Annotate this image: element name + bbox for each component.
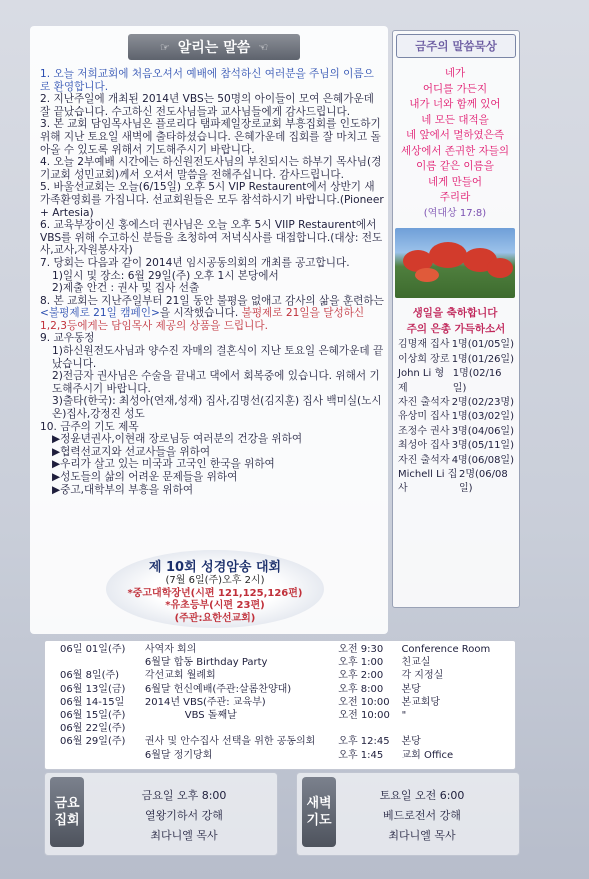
announcement-6: 6. 교육부장이신 홍에스더 권사님은 오늘 오후 5시 VIIP Restaurent에서 VBS를 위해 수고하신 분들을 초청하여 저녁식사를 대접합니다.(대상: 전도사,교사,자원봉사자) — [40, 219, 383, 257]
announcement-10: 10. 금주의 기도 제목 — [40, 420, 139, 433]
schedule-event: 권사 및 안수집사 선택을 위한 공동의회 — [144, 736, 316, 748]
birthday-name: 이상희 장로 — [398, 353, 450, 365]
birthday-row — [396, 367, 516, 396]
schedule-row — [60, 749, 510, 762]
schedule-event: 6월달 정기당회 — [144, 749, 213, 761]
birthday-name: 자진 출석자 — [398, 454, 450, 466]
schedule-place: 본당 — [401, 736, 421, 748]
dawn-time: 토요일 오전 6:00 — [379, 789, 465, 802]
announcement-8 — [40, 295, 384, 333]
schedule-place: Conference Room — [401, 644, 491, 655]
announcement-3: 3. 본 교회 담임목사님은 플로리다 탬파제일장로교회 부흥집회를 인도하기 위해 지난 토요일 새벽에 출타하셨습니다. 은혜가운데 집회를 잘 마치고 돌아올 수 있도록 위해서 기도해주시기 바랍니다. — [40, 118, 381, 156]
prayer-item: ▶협력선교지와 선교사들을 위하여 — [52, 445, 211, 458]
birthday-info: 3명(05/11일) — [451, 440, 514, 452]
friday-topic: 열왕기하서 강해 — [145, 809, 223, 822]
announcement-8-text: 8. 본 교회는 지난주일부터 21일 동안 불평을 없애고 감사의 삶을 훈련하는 — [40, 294, 384, 307]
prayer-item: ▶우리가 살고 있는 미국과 고국인 한국을 위하여 — [52, 458, 275, 471]
verse-line: 이름 같은 이름을 — [416, 160, 494, 172]
schedule-place: " — [401, 710, 407, 722]
verse-line: 네 앞에서 멸하였은즉 — [406, 129, 504, 141]
schedule-event: 6월달 헌신예배(주관:살롬찬양대) — [144, 683, 292, 695]
schedule-date: 06월 8일(주) — [60, 670, 120, 682]
schedule-event: 사역자 회의 — [144, 644, 197, 655]
birthday-name: 자진 출석자 — [398, 397, 450, 409]
verse-title: 금주의 말씀묵상 — [396, 34, 516, 58]
schedule-table — [60, 643, 510, 762]
birthday-info: 2명(06/08일) — [458, 469, 508, 495]
schedule-time: 오전 9:30 — [338, 644, 384, 655]
schedule-place: 각 지정실 — [401, 670, 444, 682]
schedule-time: 오후 1:00 — [338, 657, 384, 669]
prayer-item: ▶성도들의 삶의 어려운 문제들을 위하여 — [52, 471, 238, 483]
announcement-1: 1. 오늘 저희교회에 처음오셔서 예배에 참석하신 여러분을 주님의 이름으로 환영합니다. — [40, 68, 374, 93]
birthday-name: 조정수 권사 — [398, 425, 450, 437]
prayer-item: ▶정윤년권사,이현래 장로님등 여러분의 건강을 위하여 — [52, 433, 303, 446]
birthday-info: 1명(02/16일) — [452, 368, 502, 394]
announcement-2: 2. 지난주일에 개최된 2014년 VBS는 50명의 아이들이 모여 은혜가운데 잘 끝났습니다. 수고하신 전도사님들과 교사님들에게 감사드립니다. — [40, 93, 374, 118]
schedule-event: 6월달 합동 Birthday Party — [144, 657, 268, 669]
friday-label-line: 금요 — [54, 796, 80, 811]
birthday-name: 유상미 집사 — [398, 411, 450, 423]
schedule-time: 오전 10:00 — [338, 710, 390, 722]
verse-line: 네가 — [444, 67, 466, 79]
schedule-row — [60, 696, 510, 709]
friday-label-line: 집회 — [54, 813, 80, 828]
birthday-info: 1명(03/02일) — [451, 411, 514, 423]
schedule-place: 본당 — [401, 683, 421, 695]
schedule-date: 06월 13일(금) — [60, 683, 126, 695]
schedule-date: 06월 14-15일 — [60, 696, 125, 708]
birthday-list — [396, 322, 516, 497]
verse-line: 네게 만들어 — [427, 175, 483, 188]
schedule-row — [60, 656, 510, 669]
schedule-date: 06월 22일(주) — [60, 723, 126, 735]
schedule-row — [60, 709, 510, 722]
contest-host: (주관:요한선교회) — [174, 612, 256, 624]
verse-line: 네 모든 대적을 — [421, 113, 489, 126]
schedule-row — [60, 735, 510, 748]
bible-contest-banner — [106, 550, 324, 628]
schedule-place: 교회 Office — [401, 749, 454, 761]
flower-photo — [395, 228, 515, 298]
schedule-event: 각선교회 월례회 — [144, 670, 216, 682]
announcement-4: 4. 오늘 2부예배 시간에는 하신원전도사님의 부친되시는 하부기 목사님(경기교회 성민교회)께서 오셔서 말씀을 전해주십니다. 감사드립니다. — [40, 156, 382, 181]
birthday-info: 1명(01/26일) — [451, 353, 514, 365]
birthday-row — [396, 396, 516, 410]
friday-speaker: 최다니엘 목사 — [150, 829, 218, 842]
announcement-5: 5. 바울선교회는 오늘(6/15일) 오후 5시 VIP Restaurent에서 상반기 새가족환영회를 가집니다. 선교회원들은 모두 참석하시기 바랍니다.(Pioneer + Artesia) — [40, 181, 384, 219]
verse-line: 어디를 가든지 — [422, 82, 488, 95]
birthday-row — [396, 468, 516, 497]
birthday-name: Michell Li 집사 — [398, 469, 458, 495]
announcement-9-sub-3: 3)출타(한국): 최성아(연재,성재) 집사,김명선(김지훈) 집사 백미실(노시온)집사,강정진 성도 — [52, 395, 382, 421]
dawn-label-line: 기도 — [306, 813, 332, 828]
birthday-title-line1: 생일을 축하합니다 — [412, 307, 498, 319]
weekly-verse — [396, 66, 514, 221]
contest-children-text: *유초등부(시편 23편) — [165, 600, 265, 611]
announcements-header — [128, 34, 300, 60]
schedule-time: 오전 10:00 — [338, 696, 390, 708]
schedule-date: 06월 29일(주) — [60, 736, 126, 748]
birthday-row — [396, 439, 516, 453]
birthday-row — [396, 425, 516, 439]
pointing-hand-icon: ☞ — [159, 40, 170, 54]
schedule-date — [60, 749, 145, 762]
verse-line: 내가 너와 함께 있어 — [409, 98, 501, 110]
birthday-row — [396, 454, 516, 468]
schedule-place: 본교회당 — [401, 696, 441, 708]
birthday-subtitle: 주의 은총 가득하소서 — [406, 323, 506, 335]
friday-meeting-info — [84, 786, 284, 846]
schedule-row — [60, 669, 510, 682]
schedule-event — [145, 722, 338, 735]
schedule-time: 오후 1:45 — [338, 749, 384, 761]
announcement-9-sub-2: 2)전금자 권사님은 수술을 끝내고 댁에서 회복중에 있습니다. 위해서 기도해주시기 바랍니다. — [52, 370, 380, 395]
schedule-row — [60, 722, 510, 735]
schedule-date: 06월 15일(주) — [60, 710, 126, 722]
schedule-row — [60, 643, 510, 656]
birthday-name: John Li 형제 — [398, 368, 445, 394]
birthday-row — [396, 353, 516, 367]
announcement-8-prize: 불평제로 21일을 달성하신 1,2,3등에게는 담임목사 제공의 상품을 드립니다. — [40, 307, 365, 332]
dawn-speaker: 최다니엘 목사 — [388, 829, 456, 842]
flower-bloom — [415, 268, 439, 282]
contest-adult-text: *중고대학장년(시편 121,125,126편) — [127, 587, 303, 599]
schedule-time: 오후 8:00 — [338, 683, 384, 695]
verse-line: 주리라 — [439, 191, 471, 203]
birthday-title — [396, 306, 514, 320]
schedule-time — [338, 722, 401, 735]
birthday-info: 1명(01/05일) — [451, 339, 514, 351]
dawn-prayer-info — [322, 786, 522, 846]
birthday-name: 김명재 집사 — [398, 339, 450, 351]
schedule-place: 친교실 — [401, 657, 431, 669]
announcements-list — [40, 68, 384, 496]
schedule-date — [60, 656, 145, 669]
birthday-name: 최성아 집사 — [398, 440, 450, 452]
schedule-time: 오후 12:45 — [338, 736, 390, 748]
contest-title: 제 10회 성경암송 대회 — [148, 560, 282, 575]
dawn-label-line: 새벽 — [306, 796, 332, 811]
schedule-event: 2014년 VBS(주관: 교육부) — [144, 696, 266, 708]
birthday-row — [396, 410, 516, 424]
schedule-time: 오후 2:00 — [338, 670, 384, 682]
announcements-title: 알리는 말씀 — [177, 40, 251, 56]
announcement-7-sub-2: 2)제출 안건 : 권사 및 집사 선출 — [52, 282, 200, 295]
verse-line: 세상에서 존귀한 자들의 — [400, 144, 510, 157]
contest-date: (7월 6일(주)오후 2시) — [165, 575, 265, 586]
schedule-place — [401, 722, 510, 735]
birthday-info: 3명(04/06일) — [451, 425, 514, 437]
announcement-9-sub-1: 1)하신원전도사님과 양수진 자매의 결혼식이 지난 토요일 은혜가운데 끝났습니다. — [52, 345, 384, 370]
flower-bloom — [429, 242, 467, 268]
verse-reference: (역대상 17:8) — [423, 207, 487, 219]
birthday-info: 4명(06/08일) — [451, 454, 514, 466]
birthday-row — [396, 338, 516, 352]
announcement-8-mid: 을 시작했습니다. — [159, 307, 242, 320]
friday-time: 금요일 오후 8:00 — [141, 789, 227, 802]
schedule-row — [60, 683, 510, 696]
schedule-event: VBS 돌째날 — [184, 710, 237, 722]
announcement-8-campaign: <불평제로 21일 캠페인> — [40, 307, 160, 320]
flower-bloom — [487, 258, 513, 278]
pointing-hand-icon: ☜ — [258, 40, 269, 54]
dawn-topic: 베드로전서 강해 — [383, 809, 461, 822]
announcement-7-sub-1: 1)일시 및 장소: 6월 29일(주) 오후 1시 본당에서 — [52, 269, 279, 282]
announcement-7: 7. 당회는 다음과 같이 2014년 임시공동의회의 개최를 공고합니다. — [40, 256, 350, 269]
schedule-date: 06일 01일(주) — [60, 644, 126, 655]
announcement-9: 9. 교우동정 — [40, 332, 95, 345]
prayer-item: ▶중고,대학부의 부흥을 위하여 — [52, 483, 194, 496]
birthday-info: 2명(02/23명) — [451, 397, 514, 409]
friday-meeting-label — [50, 777, 84, 847]
